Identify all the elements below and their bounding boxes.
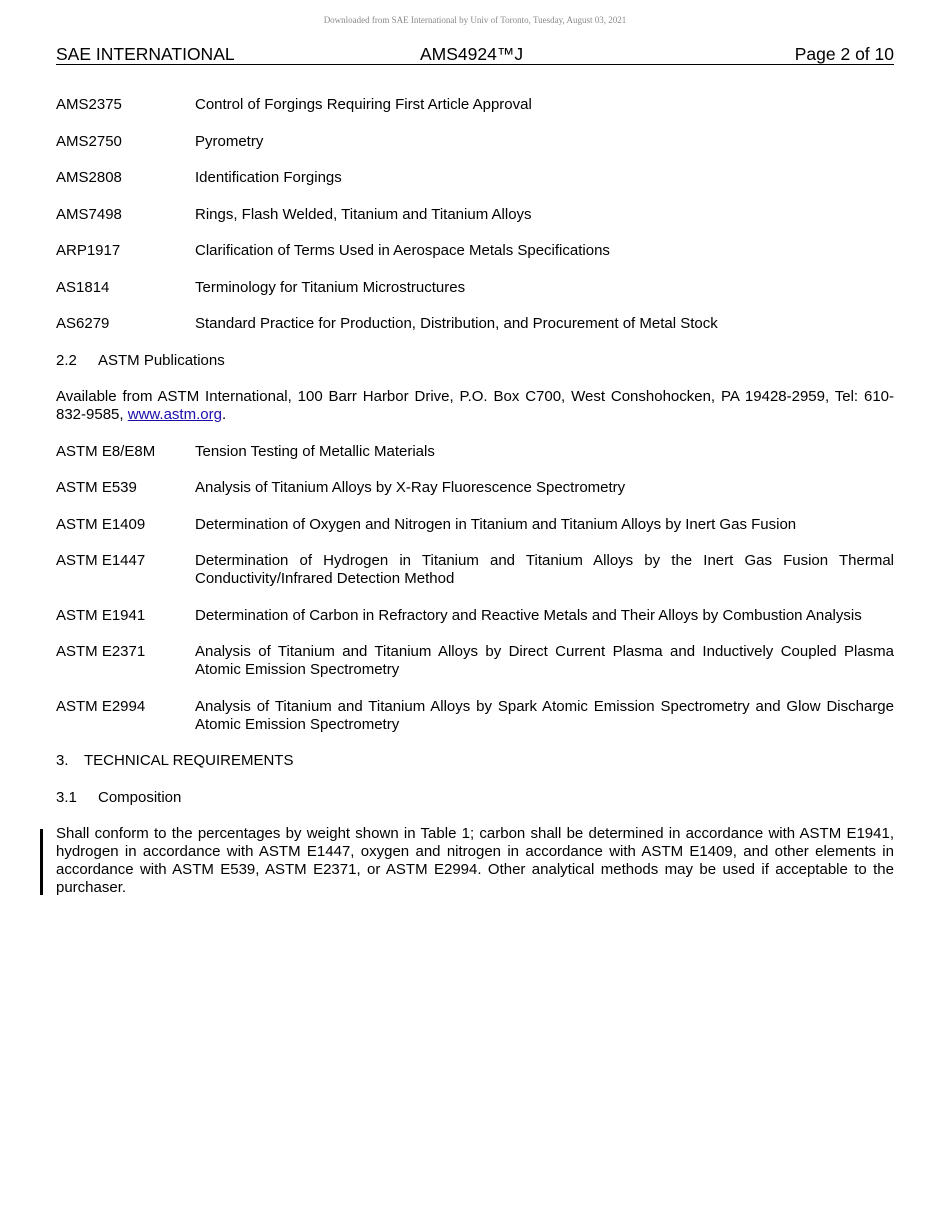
reference-code: AMS2808 [56,169,122,186]
reference-row [56,643,894,679]
reference-row [56,169,894,187]
reference-title: Terminology for Titanium Microstructures [195,278,466,296]
section-number: 3. [56,752,69,769]
sae-reference-list [56,96,894,333]
reference-title: Determination of Oxygen and Nitrogen in Titanium and Titanium Alloys by Inert Gas Fusion [195,515,797,533]
composition-paragraph: Shall conform to the percentages by weight shown in Table 1; carbon shall be determined in accordance with ASTM E1941, hydrogen in accordance with ASTM E1447, oxygen and nitrogen in accordance with ASTM E1409, and other elements in accordance with ASTM E539, ASTM E2371, or ASTM E2994. Other analytical methods may be used if acceptable to the purchaser. [56,825,894,896]
reference-row [56,516,894,534]
section-2-2-heading [56,352,894,370]
reference-row [56,607,894,625]
section-title: Composition [98,788,182,806]
reference-code: AS6279 [56,315,110,332]
section-number: 2.2 [56,351,77,369]
reference-code: ARP1917 [56,242,121,259]
reference-title: Determination of Carbon in Refractory and Reactive Metals and Their Alloys by Combustion Analysis [195,606,862,624]
availability-text: Available from ASTM International, 100 Barr Harbor Drive, P.O. Box C700, West Conshohocken, PA 19428-2959, Tel: 610-832-9585, [56,388,894,423]
reference-title: Pyrometry [195,132,264,150]
reference-code: ASTM E1447 [56,552,146,569]
reference-title: Analysis of Titanium Alloys by X-Ray Fluorescence Spectrometry [195,479,626,496]
reference-code: ASTM E8/E8M [56,442,156,460]
reference-code: ASTM E1941 [56,606,146,624]
reference-code: ASTM E1409 [56,515,146,533]
section-3-heading [56,752,894,770]
revision-change-bar [40,829,43,895]
reference-title: Standard Practice for Production, Distribution, and Procurement of Metal Stock [195,315,718,332]
astm-website-link[interactable]: www.astm.org [127,406,222,423]
reference-code: ASTM E539 [56,479,137,496]
section-3-1-heading [56,789,894,807]
reference-title: Control of Forgings Requiring First Article Approval [195,96,532,113]
reference-title: Tension Testing of Metallic Materials [195,442,435,460]
link-suffix: . [221,406,227,423]
reference-row [56,96,894,114]
astm-availability-paragraph [56,388,894,424]
reference-code: ASTM E2371 [56,643,146,660]
reference-code: AMS2750 [56,132,122,150]
reference-row [56,133,894,151]
reference-row [56,242,894,260]
reference-title: Determination of Hydrogen in Titanium and Titanium Alloys by the Inert Gas Fusion Thermal Conductivity/Infrared Detection Method [195,552,894,587]
reference-row [56,443,894,461]
reference-row [56,315,894,333]
page-header [56,44,894,65]
download-notice: Downloaded from SAE International by Univ of Toronto, Tuesday, August 03, 2021 [323,15,627,25]
reference-code: AS1814 [56,278,110,296]
reference-title: Identification Forgings [195,169,342,186]
reference-title: Rings, Flash Welded, Titanium and Titanium Alloys [195,205,532,223]
reference-code: AMS2375 [56,96,122,113]
reference-row [56,552,894,588]
reference-row [56,206,894,224]
astm-reference-list [56,443,894,734]
reference-code: AMS7498 [56,205,122,223]
reference-title: Analysis of Titanium and Titanium Alloys by Spark Atomic Emission Spectrometry and Glow Discharge Atomic Emission Spectrometry [195,697,894,733]
reference-title: Analysis of Titanium and Titanium Alloys by Direct Current Plasma and Inductively Coupled Plasma Atomic Emission Spectrometry [195,643,894,678]
header-page-number: Page 2 of 10 [794,44,894,64]
reference-row [56,698,894,734]
reference-code: ASTM E2994 [56,697,146,715]
header-organization: SAE INTERNATIONAL [56,44,235,64]
reference-row [56,479,894,497]
section-title: ASTM Publications [98,351,225,369]
reference-row [56,279,894,297]
document-body [56,96,894,916]
reference-title: Clarification of Terms Used in Aerospace Metals Specifications [195,242,610,259]
section-number: 3.1 [56,788,77,806]
section-title: TECHNICAL REQUIREMENTS [84,752,294,769]
header-document-id: AMS4924™J [420,44,524,64]
